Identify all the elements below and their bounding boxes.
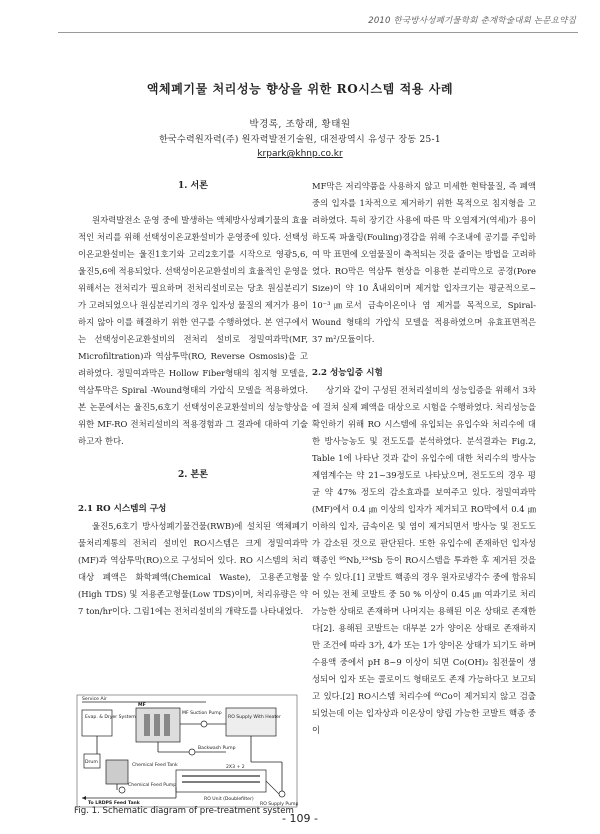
paper-affiliation: 한국수력원자력(주) 원자력발전기술원, 대전광역시 유성구 장동 25-1 <box>159 135 441 145</box>
ro-supply-heater-label: RO Supply With Heater <box>228 715 281 720</box>
ro-supply-tank <box>226 708 276 736</box>
ro-unit-label: RO Unit (Doublefilter) <box>204 797 254 802</box>
chemical-pump-icon <box>119 787 125 793</box>
section-2-2-paragraph: 상기와 같이 구성된 전처리설비의 성능입증을 위해서 3차에 걸쳐 실제 폐액을 대상으로 시험을 수행하였다. 처리성능을 확인하기 위해 RO 시스템에 유입되는 유입수와 처리수에 대한 방사능농도 및 전도도를 분석하였다. 분석결과는 Fig.2, Table 1에 나타난 것과 같이 유입수에 대한 처리수의 방사능 제염계수는 약 21~39정도로 나타났으며, 전도도의 경우 평균 약 47% 정도의 감소효과를 보여주고 있다. 정밀여과막(MF)에서 0.4 ㎛ 이상의 입자가 제거되고 RO막에서 0.4 ㎛이하의 입자, 금속이온 및 염이 제거되면서 방사능 및 전도도가 감소된 것으로 판단된다. 또한 유입수에 존재하던 입자성 핵종인 ⁹⁵Nb,¹²⁴Sb 등이 RO시스템을 투과한 후 제거된 것을 알 수 있다.[1] 코발트 핵종의 경우 원자로냉각수 중에 함유되어 있는 전체 코발트 중 50 % 이상이 0.45 ㎛ 여과기로 처리 가능한 상태로 존재하며 나머지는 용해된 이온 상태로 존재한다[2]. 용해된 코발트는 대부분 2가 양이온 상태로 존재하지만 조건에 따라 3가, 4가 또는 1가 양이온 상태가 되기도 하며 수용액 중에서 pH 8~9 이상이 되면 Co(OH)₂ 침전물이 생성되어 입자 또는 콜로이드 형태로도 존재 가능하다고 보고되고 있다.[2] RO시스템 처리수에 ⁶⁰Co이 제거되지 않고 검출되었는데 이는 입자상과 이온상이 양립 가능한 코발트 핵종 중 이 <box>312 385 536 735</box>
section-2-2-heading: 2.2 성능입증 시험 <box>312 368 383 378</box>
chemical-tank-label: Chemical Feed Tank <box>132 763 178 768</box>
author-email-link[interactable]: krpark@khnp.co.kr <box>257 149 343 159</box>
chemical-pump-label: Chemical Feed Pump <box>128 783 177 788</box>
evap-dryer-label: Evap. & Dryer System <box>85 715 136 720</box>
section-2-1-heading: 2.1 RO 시스템의 구성 <box>78 504 167 514</box>
mf-module-1 <box>144 714 150 736</box>
left-column <box>78 178 308 620</box>
ro-unit-box <box>176 770 266 792</box>
drum-label: Drum <box>85 760 98 765</box>
backwash-label: Backwash Pump <box>198 746 236 751</box>
right-column <box>312 178 536 739</box>
service-air-label: Service Air <box>82 697 107 702</box>
backwash-pump-icon <box>189 749 195 755</box>
paper-authors: 박경록, 조항래, 황태원 <box>249 119 351 130</box>
figure-1-schematic <box>76 694 298 808</box>
header-rule <box>58 32 578 33</box>
schematic-diagram <box>76 694 298 808</box>
section-2-1-continued: MF막은 저리약품을 사용하지 않고 미세한 현탁물질, 즉 폐액중의 입자를 1차적으로 제거하기 위한 목적으로 침지형을 고려하였다. 특히 장기간 사용에 따른 막 오염제거(역세)가 용이하도록 파울링(Fouling)경감을 위해 수조내에 공기를 주입하여 막 표면에 오염물질이 축적되는 것을 줄이는 방법을 고려하였다. RO막은 역삼투 현상을 이용한 분리막으로 공경(Pore Size)이 약 10 Å내외이며 제거할 입자크기는 평균적으로~ 10⁻³㎛로서 금속이온이나 염 제거를 목적으로, Spiral-Wound 형태의 가압식 모델을 적용하였으며 유효표면적은 37 m²/모듈이다. <box>312 181 536 344</box>
chemical-tank <box>106 760 128 784</box>
to-lrdps-label: To LRDPS Feed Tank <box>88 801 140 806</box>
mf-module-2 <box>154 714 160 736</box>
ro-supply-pump-icon <box>279 791 285 797</box>
figure-1-caption: Fig. 1. Schematic diagram of pre-treatment system <box>74 806 294 816</box>
paper-title: 액체폐기물 처리성능 향상을 위한 RO시스템 적용 사례 <box>146 82 454 96</box>
ro-supply-pump-label: RO Supply Pump <box>260 802 298 807</box>
running-head: 2010 한국방사성폐기물학회 춘계학술대회 논문요약집 <box>368 16 576 26</box>
section-1-heading: 1. 서론 <box>178 181 208 191</box>
section-2-1-paragraph: 울진5,6호기 방사성폐기물건물(RWB)에 설치된 액체폐기물처리계통의 전처리 설비인 RO시스템은 크게 정밀여과막(MF)과 역삼투막(RO)으로 구성되어 있다. RO 시스템의 처리대상 폐액은 화학폐액(Chemical Waste), 고용존고형물(High TDS) 및 저용존고형물(Low TDS)이며, 처리유량은 약 7 ton/hr이다. 그림1에는 전처리설비의 개략도를 나타내었다. <box>78 521 308 616</box>
section-2-heading: 2. 본론 <box>178 470 208 480</box>
section-1-paragraph: 원자력발전소 운영 중에 발생하는 액체방사성폐기물의 효율적인 처리를 위해 선택성이온교환설비가 운영중에 있다. 선택성이온교환설비는 울진1호기와 고리2호기를 시작으로 영광5,6, 울진5,6에 적용되었다. 선택성이온교환설비의 효율적인 운영을 위해서는 전처리가 필요하며 전처리설비로는 당초 원심분리기가 고려되었으나 원심분리기의 경우 입자성 물질의 제거가 용이하지 않아 이를 해결하기 위한 연구를 수행하였다. 본 연구에서는 선택성이온교환설비의 전처리 설비로 정밀여과막(MF, Microfiltration)과 역삼투막(RO, Reverse Osmosis)을 고려하였다. 정밀여과막은 Hollow Fiber형태의 침지형 모델을, 역삼투막은 Spiral -Wound형태의 가압식 모델을 적용하였다. 본 논문에서는 울진5,6호기 선택성이온교환설비의 성능향상을 위한 MF-RO 전처리설비의 적용경험과 그 결과에 대하여 기술하고자 한다. <box>78 215 308 446</box>
evap-dryer-box <box>82 710 112 736</box>
mf-suction-pump-icon <box>201 721 207 727</box>
ro-array-label: 2X3 + 2 <box>226 765 245 770</box>
page-number: - 109 - <box>282 812 318 825</box>
mf-suction-label: MF Suction Pump <box>182 711 222 716</box>
mf-module-3 <box>164 714 170 736</box>
mf-label: MF <box>138 703 146 708</box>
